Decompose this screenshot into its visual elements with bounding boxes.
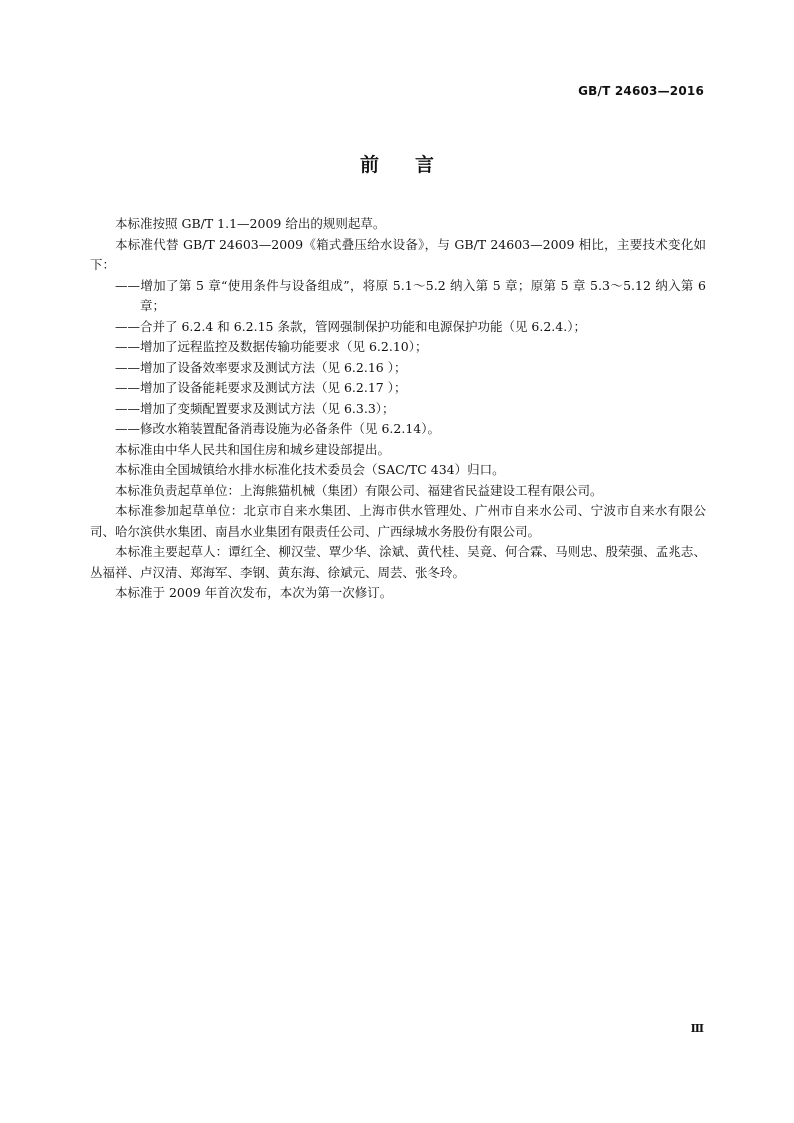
standard-code: GB/T 24603—2016	[578, 84, 704, 98]
list-item: ——增加了设备能耗要求及测试方法（见 6.2.17 ）；	[115, 380, 407, 395]
page-number: Ⅲ	[690, 1022, 704, 1035]
paragraph-main-drafters: 本标准主要起草人：谭红全、柳汉莹、覃少华、涂斌、黄代桂、吴竟、何合霖、马则忠、殷荣强、孟兆志、丛福祥、卢汉清、郑海军、李钢、黄东海、徐斌元、周芸、张冬玲。	[90, 544, 706, 580]
paragraph-drafting-rules: 本标准按照 GB/T 1.1—2009 给出的规则起草。	[115, 216, 386, 231]
paragraph-participating-drafters: 本标准参加起草单位：北京市自来水集团、上海市供水管理处、广州市自来水公司、宁波市自来水有限公司、哈尔滨供水集团、南昌水业集团有限责任公司、广西绿城水务股份有限公司。	[90, 503, 706, 539]
list-item: ——增加了变频配置要求及测试方法（见 6.3.3）；	[115, 400, 395, 416]
list-item: ——合并了 6.2.4 和 6.2.15 条款，管网强制保护功能和电源保护功能（见 6.2.4.）；	[115, 318, 586, 334]
paragraph-committee: 本标准由全国城镇给水排水标准化技术委员会（SAC/TC 434）归口。	[115, 462, 505, 477]
paragraph-publication-history: 本标准于 2009 年首次发布，本次为第一次修订。	[115, 585, 393, 600]
document-body	[90, 214, 706, 604]
list-item: ——增加了设备效率要求及测试方法（见 6.2.16 ）；	[115, 359, 407, 375]
paragraph-lead-drafters: 本标准负责起草单位：上海熊猫机械（集团）有限公司、福建省民益建设工程有限公司。	[115, 482, 603, 498]
page-title: 前言	[359, 154, 470, 176]
paragraph-replacement: 本标准代替 GB/T 24603—2009《箱式叠压给水设备》，与 GB/T 24603—2009 相比，主要技术变化如下：	[90, 236, 706, 272]
list-item: ——增加了远程监控及数据传输功能要求（见 6.2.10）；	[115, 339, 428, 354]
list-item: ——增加了第 5 章“使用条件与设备组成”，将原 5.1～5.2 纳入第 5 章；原第 5 章 5.3～5.12 纳入第 6 章；	[115, 277, 706, 313]
list-item: ——修改水箱装置配备消毒设施为必备条件（见 6.2.14）。	[115, 421, 440, 436]
paragraph-proposer: 本标准由中华人民共和国住房和城乡建设部提出。	[115, 441, 391, 457]
changes-list	[90, 276, 706, 440]
